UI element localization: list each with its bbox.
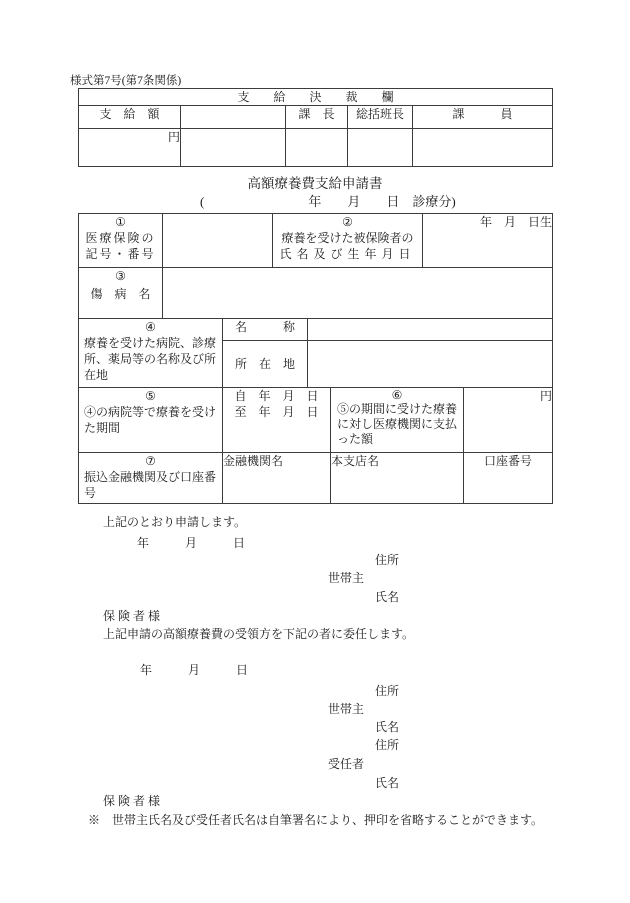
form-number-label: 様式第7号(第7条関係)	[70, 75, 182, 87]
branch-name-cell: 本支店名	[331, 453, 464, 504]
page-title: 高額療養費支給申請書	[247, 176, 383, 191]
item3-number: ③	[115, 269, 126, 283]
payment-amount-value-cell	[181, 129, 286, 167]
account-number-cell: 口座番号	[464, 453, 553, 504]
insured-label-line1: 療養を受けた被保険者の	[281, 231, 414, 245]
main-table-part1	[78, 213, 553, 319]
delegation-address-label-1: 住所	[375, 684, 400, 698]
insurance-number-value-cell	[163, 214, 273, 268]
section-chief-seal-cell	[286, 129, 348, 167]
application-statement: 上記のとおり申請します。	[103, 515, 247, 529]
hospital-label: 療養を受けた病院、診療所、薬局等の名称及び所在地	[84, 336, 217, 382]
insured-person-label-cell	[273, 214, 423, 268]
delegation-name-label-2: 氏名	[375, 776, 400, 790]
group-leader-label: 総括班長	[348, 106, 413, 129]
birthdate-label-cell: 年 月 日生	[423, 214, 553, 268]
insurance-label-line1: 医療保険の	[85, 231, 156, 245]
disease-name-label: 傷 病 名	[90, 287, 151, 301]
hospital-label-cell	[79, 319, 223, 388]
payment-amount-yen-label: 円	[79, 129, 181, 167]
item5-number: ⑤	[145, 389, 156, 403]
insured-label-line2: 氏名及び生年月日	[279, 247, 416, 261]
hospital-name-value-cell	[308, 319, 553, 341]
application-householder-label: 世帯主	[328, 571, 365, 585]
staff-seal-cell	[413, 129, 553, 167]
application-name-label: 氏名	[375, 590, 400, 604]
approval-table-header: 支 給 決 裁 欄	[79, 89, 553, 106]
hospital-address-label: 所 在 地	[223, 341, 308, 388]
period-from-line: 自 年 月 日	[234, 389, 319, 403]
staff-label: 課 員	[413, 106, 553, 129]
item1-number: ①	[115, 215, 126, 229]
application-address-label: 住所	[375, 553, 400, 567]
delegation-date-line: 年 月 日	[140, 663, 249, 677]
bank-account-label: 振込金融機関及び口座番号	[84, 470, 217, 500]
item4-number: ④	[145, 320, 156, 334]
period-to-line: 至 年 月 日	[234, 405, 319, 419]
delegation-householder-label: 世帯主	[328, 702, 365, 716]
treatment-month-line: ( 年 月 日 診療分)	[200, 194, 456, 209]
application-date-line: 年 月 日	[137, 536, 246, 550]
bank-account-label-cell	[79, 453, 223, 504]
item2-number: ②	[342, 215, 353, 229]
insurance-number-label-cell	[79, 214, 163, 268]
delegation-statement: 上記申請の高額療養費の受領方を下記の者に委任します。	[103, 627, 415, 641]
paid-amount-label-cell	[331, 388, 464, 453]
approval-table	[78, 88, 553, 167]
treatment-period-value-cell	[223, 388, 331, 453]
application-insurer-label: 保 険 者 様	[103, 609, 161, 623]
bank-name-cell: 金融機関名	[223, 453, 331, 504]
insurance-label-line2: 記号・番号	[85, 247, 156, 261]
signature-note: ※ 世帯主氏名及び受任者氏名は自筆署名により、押印を省略することができます。	[88, 813, 544, 827]
main-table-part2	[78, 318, 553, 388]
delegation-insurer-label: 保 険 者 様	[103, 794, 161, 808]
main-table-part3	[78, 387, 553, 504]
delegation-address-label-2: 住所	[375, 738, 400, 752]
item6-number: ⑥	[391, 388, 403, 402]
disease-name-value-cell	[163, 268, 553, 319]
treatment-period-label-cell	[79, 388, 223, 453]
paid-amount-label: ⑤の期間に受けた療養に対し医療機関に支払った額	[337, 402, 458, 446]
payment-amount-header-blank-cell	[181, 106, 286, 129]
hospital-name-label: 名 称	[223, 319, 308, 341]
delegation-delegatee-label: 受任者	[328, 757, 365, 771]
paid-amount-yen-label: 円	[464, 388, 553, 453]
section-chief-label: 課 長	[286, 106, 348, 129]
payment-amount-label: 支 給 額	[79, 106, 181, 129]
main-table	[78, 213, 554, 504]
group-leader-seal-cell	[348, 129, 413, 167]
hospital-address-value-cell	[308, 341, 553, 388]
item7-number: ⑦	[145, 454, 156, 468]
disease-name-label-cell	[79, 268, 163, 319]
treatment-period-label: ④の病院等で療養を受けた期間	[84, 405, 217, 435]
delegation-name-label-1: 氏名	[375, 720, 400, 734]
